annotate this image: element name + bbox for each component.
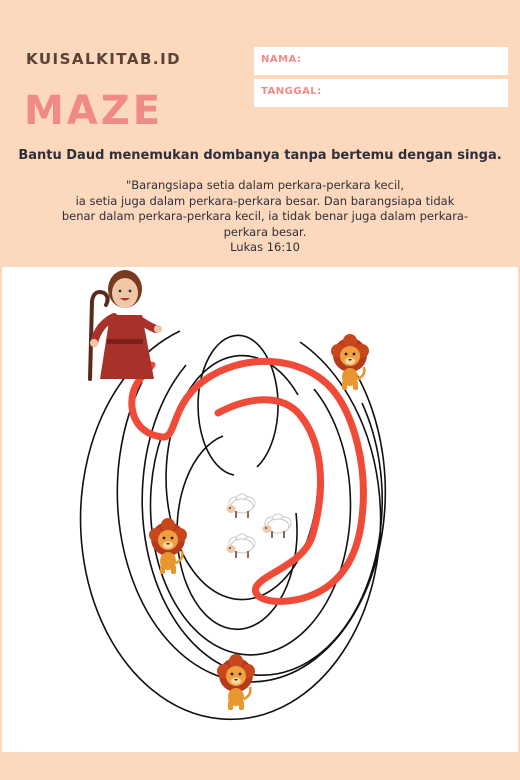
- sheep-icon: [227, 534, 256, 558]
- sheep-icon: [227, 494, 256, 518]
- bible-verse: [30, 178, 500, 256]
- verse-line: "Barangsiapa setia dalam perkara-perkara kecil,: [125, 178, 404, 192]
- name-field[interactable]: [254, 47, 508, 75]
- instruction-text: Bantu Daud menemukan dombanya tanpa bertemu dengan singa.: [18, 148, 502, 163]
- verse-line: ia setia juga dalam perkara-perkara besar. Dan barangsiapa tidak: [75, 193, 455, 208]
- date-field-label: TANGGAL:: [261, 86, 322, 97]
- maze-wall: [150, 389, 350, 655]
- verse-line: perkara besar.: [223, 224, 307, 239]
- date-field[interactable]: [254, 79, 508, 107]
- maze-sheet: [2, 267, 518, 752]
- sheep-icon: [263, 514, 292, 538]
- name-field-label: NAMA:: [261, 54, 302, 65]
- verse-line: benar dalam perkara-perkara kecil, ia tidak benar juga dalam perkara-: [61, 209, 469, 223]
- verse-reference: Lukas 16:10: [230, 240, 300, 254]
- lion-icon: [331, 334, 369, 390]
- page-title: MAZE: [24, 88, 164, 134]
- brand-logo: KUISALKITAB.ID: [26, 50, 182, 68]
- lion-icon: [217, 654, 255, 710]
- maze-illustration: [2, 267, 518, 752]
